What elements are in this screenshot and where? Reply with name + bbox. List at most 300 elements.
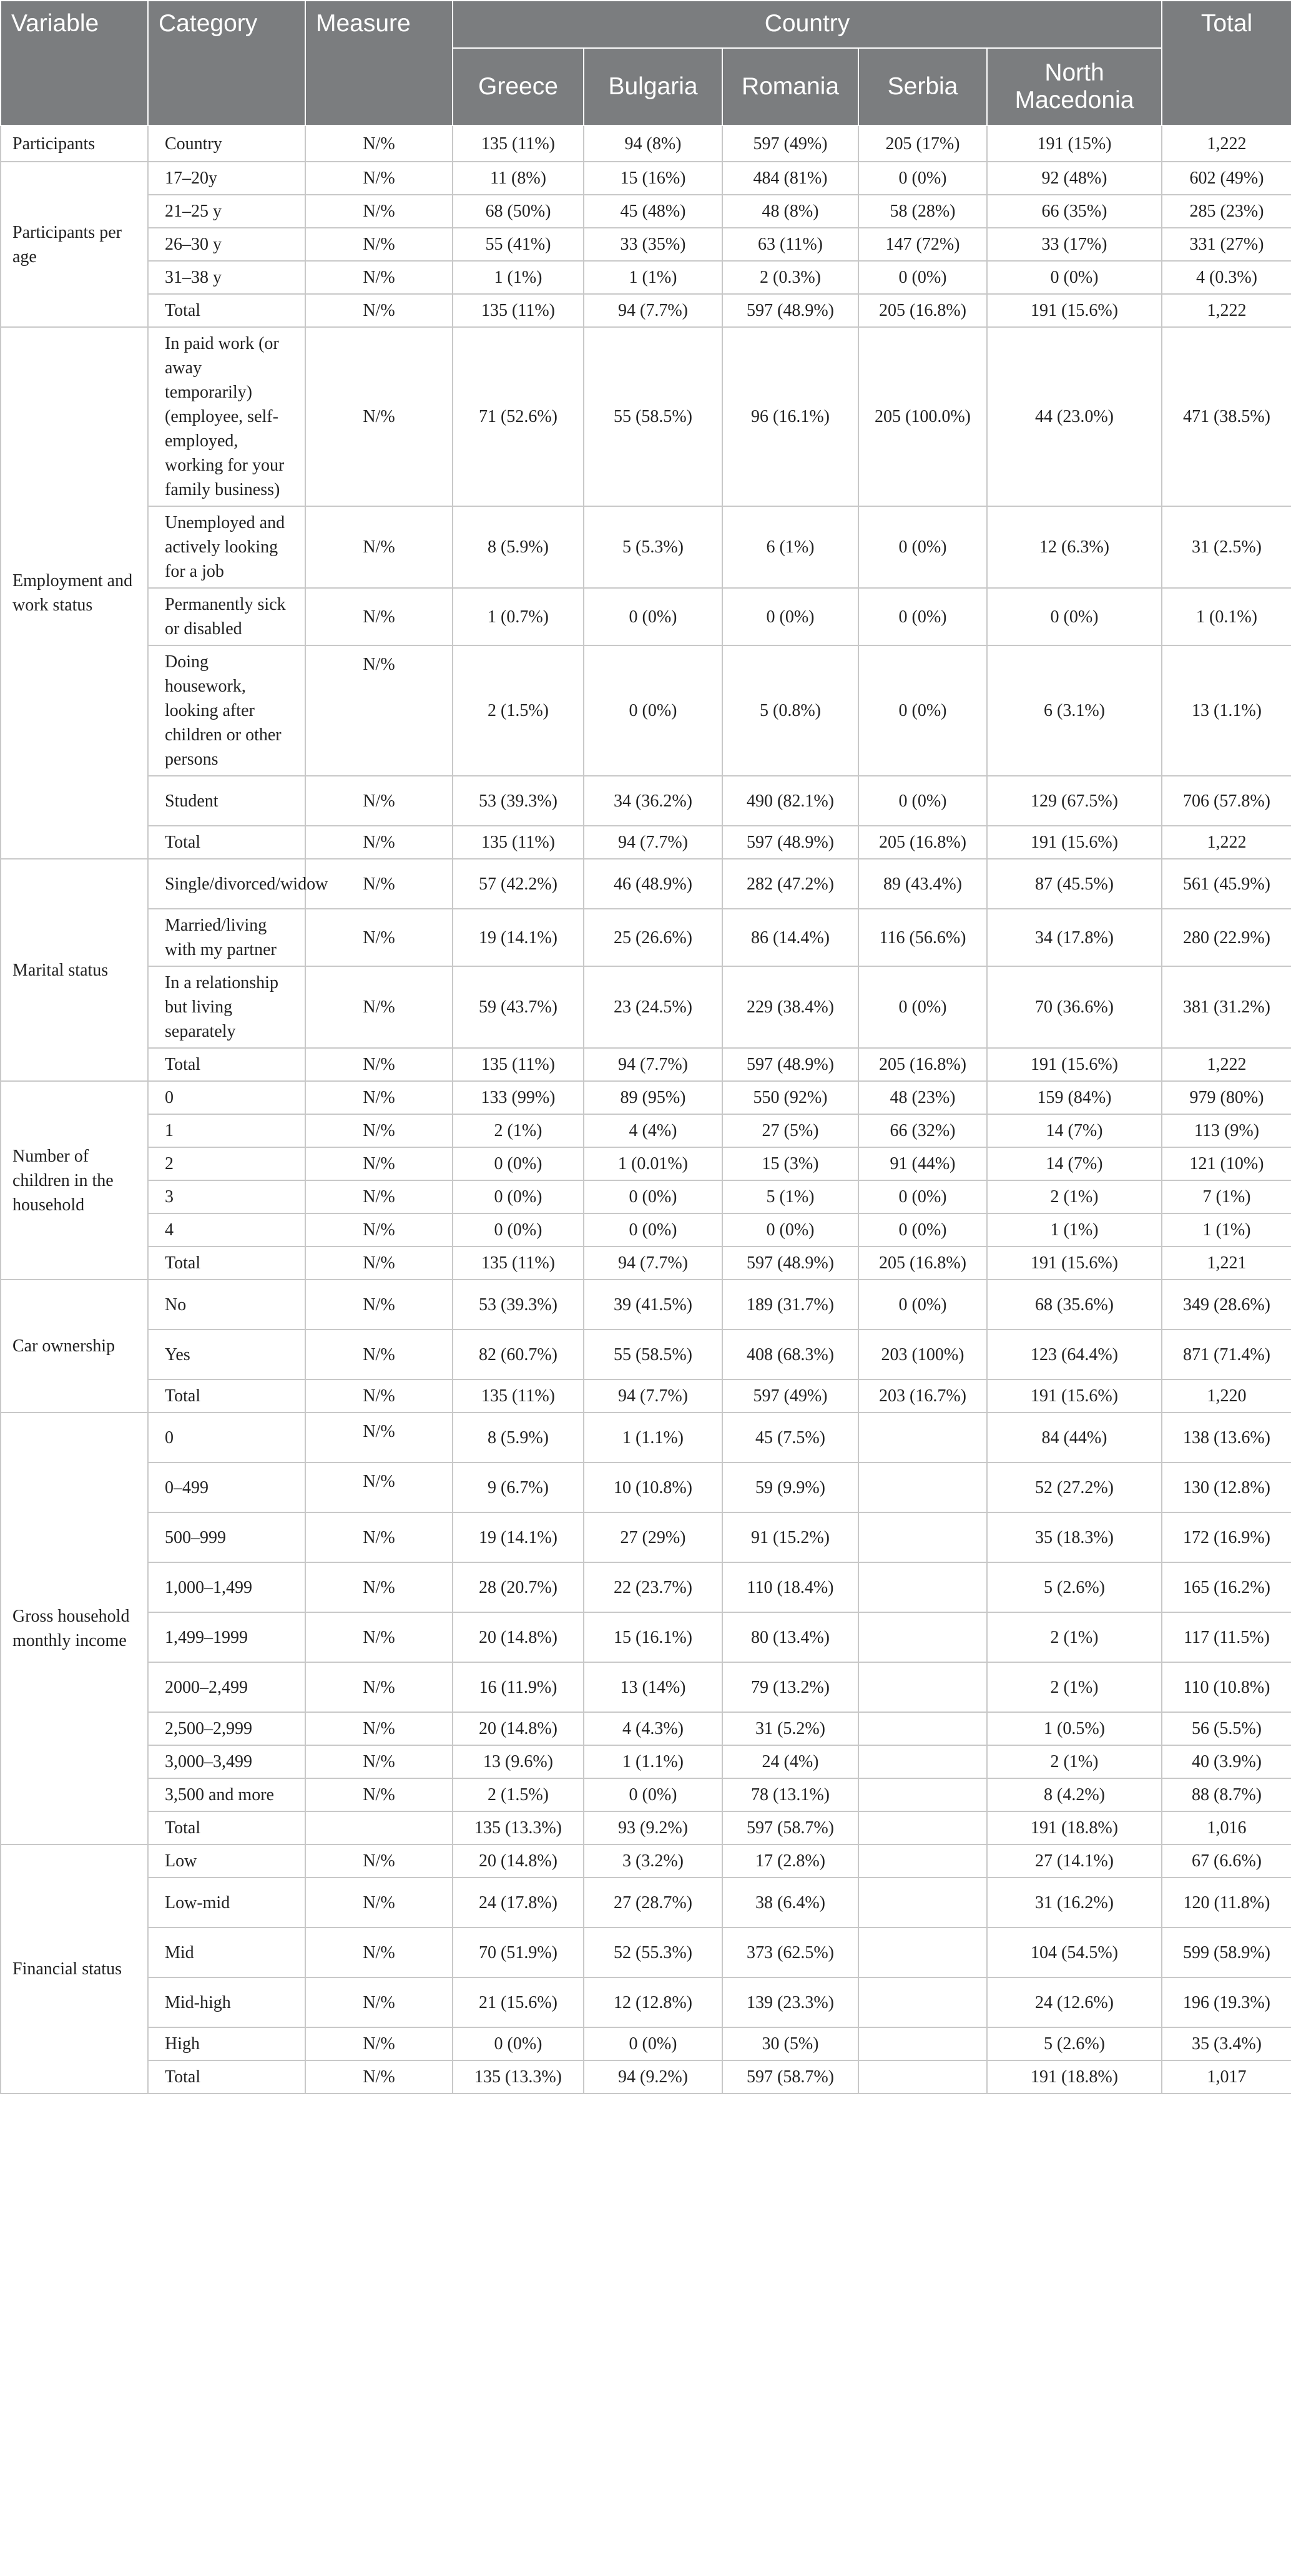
value-cell: 408 (68.3%)	[722, 1330, 858, 1379]
value-cell: 2 (1%)	[987, 1745, 1162, 1778]
value-cell: 55 (58.5%)	[584, 1330, 722, 1379]
table-row	[1, 1778, 1291, 1811]
header-total: Total	[1162, 1, 1291, 125]
category-cell: Doing housework, looking after children or other persons	[148, 645, 305, 776]
value-cell: 2 (1.5%)	[453, 645, 584, 776]
value-cell: 22 (23.7%)	[584, 1562, 722, 1612]
value-cell: 1 (1%)	[987, 1213, 1162, 1246]
value-cell: 205 (16.8%)	[858, 1048, 987, 1081]
value-cell: 0 (0%)	[858, 1280, 987, 1330]
category-cell: 1,499–1999	[148, 1612, 305, 1662]
category-cell: Total	[148, 1379, 305, 1413]
category-cell: 31–38 y	[148, 261, 305, 294]
value-cell: 13 (14%)	[584, 1662, 722, 1712]
variable-cell: Number of children in the household	[1, 1081, 148, 1280]
value-cell: 20 (14.8%)	[453, 1712, 584, 1745]
category-cell: No	[148, 1280, 305, 1330]
value-cell: 597 (48.9%)	[722, 294, 858, 327]
table-row	[1, 1562, 1291, 1612]
value-cell: 27 (29%)	[584, 1512, 722, 1562]
value-cell: 1 (0.7%)	[453, 588, 584, 645]
value-cell: 20 (14.8%)	[453, 1844, 584, 1878]
value-cell: 597 (49%)	[722, 125, 858, 162]
value-cell: 4 (4%)	[584, 1114, 722, 1147]
measure-cell: N/%	[305, 1180, 453, 1213]
total-cell: 138 (13.6%)	[1162, 1413, 1291, 1462]
measure-cell: N/%	[305, 261, 453, 294]
category-cell: Student	[148, 776, 305, 826]
value-cell: 205 (17%)	[858, 125, 987, 162]
value-cell: 597 (48.9%)	[722, 1048, 858, 1081]
table-row	[1, 1213, 1291, 1246]
measure-cell: N/%	[305, 859, 453, 909]
value-cell: 597 (58.7%)	[722, 2060, 858, 2094]
value-cell: 191 (18.8%)	[987, 2060, 1162, 2094]
total-cell: 1,222	[1162, 1048, 1291, 1081]
value-cell: 0 (0%)	[584, 645, 722, 776]
value-cell: 71 (52.6%)	[453, 327, 584, 506]
value-cell: 135 (13.3%)	[453, 1811, 584, 1844]
value-cell: 5 (1%)	[722, 1180, 858, 1213]
total-cell: 349 (28.6%)	[1162, 1280, 1291, 1330]
category-cell: 0	[148, 1081, 305, 1114]
value-cell: 0 (0%)	[858, 966, 987, 1048]
value-cell: 0 (0%)	[987, 261, 1162, 294]
total-cell: 35 (3.4%)	[1162, 2027, 1291, 2060]
total-cell: 31 (2.5%)	[1162, 506, 1291, 588]
measure-cell: N/%	[305, 826, 453, 859]
value-cell: 14 (7%)	[987, 1114, 1162, 1147]
value-cell: 12 (12.8%)	[584, 1977, 722, 2027]
category-cell: 21–25 y	[148, 195, 305, 228]
category-cell: 0	[148, 1413, 305, 1462]
value-cell: 15 (16%)	[584, 162, 722, 195]
measure-cell: N/%	[305, 195, 453, 228]
measure-cell: N/%	[305, 1977, 453, 2027]
value-cell: 16 (11.9%)	[453, 1662, 584, 1712]
total-cell: 280 (22.9%)	[1162, 909, 1291, 966]
category-cell: 500–999	[148, 1512, 305, 1562]
value-cell: 0 (0%)	[584, 588, 722, 645]
category-cell: 3,000–3,499	[148, 1745, 305, 1778]
total-cell: 381 (31.2%)	[1162, 966, 1291, 1048]
value-cell: 35 (18.3%)	[987, 1512, 1162, 1562]
value-cell: 86 (14.4%)	[722, 909, 858, 966]
table-row	[1, 588, 1291, 645]
value-cell	[858, 2060, 987, 2094]
value-cell	[858, 1662, 987, 1712]
value-cell: 68 (35.6%)	[987, 1280, 1162, 1330]
value-cell: 27 (14.1%)	[987, 1844, 1162, 1878]
value-cell: 78 (13.1%)	[722, 1778, 858, 1811]
table-row	[1, 2060, 1291, 2094]
value-cell: 0 (0%)	[453, 1147, 584, 1180]
value-cell: 87 (45.5%)	[987, 859, 1162, 909]
value-cell: 68 (50%)	[453, 195, 584, 228]
category-cell: Low-mid	[148, 1878, 305, 1927]
value-cell: 0 (0%)	[584, 1180, 722, 1213]
measure-cell: N/%	[305, 1413, 453, 1462]
value-cell: 94 (7.7%)	[584, 1246, 722, 1280]
value-cell: 55 (41%)	[453, 228, 584, 261]
table-row	[1, 1413, 1291, 1462]
table-row	[1, 125, 1291, 162]
value-cell: 0 (0%)	[987, 588, 1162, 645]
value-cell: 33 (17%)	[987, 228, 1162, 261]
value-cell: 5 (0.8%)	[722, 645, 858, 776]
table-row	[1, 1612, 1291, 1662]
measure-cell: N/%	[305, 294, 453, 327]
table-row	[1, 776, 1291, 826]
value-cell	[858, 1745, 987, 1778]
value-cell: 203 (100%)	[858, 1330, 987, 1379]
value-cell: 24 (17.8%)	[453, 1878, 584, 1927]
value-cell: 550 (92%)	[722, 1081, 858, 1114]
total-cell: 13 (1.1%)	[1162, 645, 1291, 776]
value-cell: 30 (5%)	[722, 2027, 858, 2060]
value-cell: 135 (11%)	[453, 294, 584, 327]
category-cell: 2000–2,499	[148, 1662, 305, 1712]
header-country-north-macedonia: North Macedonia	[987, 48, 1162, 125]
value-cell: 70 (36.6%)	[987, 966, 1162, 1048]
value-cell: 0 (0%)	[858, 588, 987, 645]
category-cell: Total	[148, 1246, 305, 1280]
value-cell	[858, 1778, 987, 1811]
value-cell: 191 (15.6%)	[987, 1246, 1162, 1280]
value-cell: 80 (13.4%)	[722, 1612, 858, 1662]
value-cell	[858, 1562, 987, 1612]
value-cell: 3 (3.2%)	[584, 1844, 722, 1878]
value-cell: 53 (39.3%)	[453, 1280, 584, 1330]
value-cell: 70 (51.9%)	[453, 1927, 584, 1977]
value-cell	[858, 1977, 987, 2027]
value-cell: 135 (11%)	[453, 1379, 584, 1413]
total-cell: 471 (38.5%)	[1162, 327, 1291, 506]
value-cell: 28 (20.7%)	[453, 1562, 584, 1612]
value-cell: 59 (9.9%)	[722, 1462, 858, 1512]
value-cell: 8 (4.2%)	[987, 1778, 1162, 1811]
category-cell: Low	[148, 1844, 305, 1878]
value-cell: 89 (95%)	[584, 1081, 722, 1114]
value-cell: 23 (24.5%)	[584, 966, 722, 1048]
category-cell: 17–20y	[148, 162, 305, 195]
value-cell: 45 (48%)	[584, 195, 722, 228]
measure-cell: N/%	[305, 1048, 453, 1081]
total-cell: 165 (16.2%)	[1162, 1562, 1291, 1612]
value-cell: 13 (9.6%)	[453, 1745, 584, 1778]
total-cell: 1,017	[1162, 2060, 1291, 2094]
table-row	[1, 1147, 1291, 1180]
header-country-serbia: Serbia	[858, 48, 987, 125]
table-row	[1, 1246, 1291, 1280]
value-cell: 0 (0%)	[858, 1213, 987, 1246]
value-cell: 91 (15.2%)	[722, 1512, 858, 1562]
value-cell: 191 (15.6%)	[987, 1379, 1162, 1413]
total-cell: 40 (3.9%)	[1162, 1745, 1291, 1778]
table-row	[1, 1280, 1291, 1330]
value-cell: 31 (5.2%)	[722, 1712, 858, 1745]
total-cell: 561 (45.9%)	[1162, 859, 1291, 909]
value-cell: 597 (49%)	[722, 1379, 858, 1413]
measure-cell: N/%	[305, 1662, 453, 1712]
total-cell: 88 (8.7%)	[1162, 1778, 1291, 1811]
value-cell: 55 (58.5%)	[584, 327, 722, 506]
total-cell: 331 (27%)	[1162, 228, 1291, 261]
value-cell: 93 (9.2%)	[584, 1811, 722, 1844]
value-cell: 94 (7.7%)	[584, 1048, 722, 1081]
value-cell: 52 (55.3%)	[584, 1927, 722, 1977]
value-cell: 2 (1.5%)	[453, 1778, 584, 1811]
measure-cell: N/%	[305, 2027, 453, 2060]
category-cell: Total	[148, 1811, 305, 1844]
value-cell: 129 (67.5%)	[987, 776, 1162, 826]
table-row	[1, 1512, 1291, 1562]
header-country-romania: Romania	[722, 48, 858, 125]
total-cell: 979 (80%)	[1162, 1081, 1291, 1114]
value-cell: 1 (0.01%)	[584, 1147, 722, 1180]
measure-cell: N/%	[305, 1878, 453, 1927]
category-cell: Total	[148, 294, 305, 327]
value-cell: 203 (16.7%)	[858, 1379, 987, 1413]
total-cell: 1,220	[1162, 1379, 1291, 1413]
table-row	[1, 1114, 1291, 1147]
value-cell: 189 (31.7%)	[722, 1280, 858, 1330]
measure-cell: N/%	[305, 1844, 453, 1878]
value-cell: 39 (41.5%)	[584, 1280, 722, 1330]
value-cell: 0 (0%)	[858, 261, 987, 294]
value-cell: 0 (0%)	[453, 1213, 584, 1246]
value-cell: 191 (15.6%)	[987, 826, 1162, 859]
category-cell: Permanently sick or disabled	[148, 588, 305, 645]
table-row	[1, 261, 1291, 294]
table-row	[1, 327, 1291, 506]
header-category: Category	[148, 1, 305, 125]
header-measure: Measure	[305, 1, 453, 125]
category-cell: Unemployed and actively looking for a job	[148, 506, 305, 588]
value-cell	[858, 1512, 987, 1562]
total-cell: 121 (10%)	[1162, 1147, 1291, 1180]
table-row	[1, 966, 1291, 1048]
measure-cell: N/%	[305, 1778, 453, 1811]
value-cell: 48 (23%)	[858, 1081, 987, 1114]
total-cell: 67 (6.6%)	[1162, 1844, 1291, 1878]
table-row	[1, 1878, 1291, 1927]
measure-cell: N/%	[305, 125, 453, 162]
value-cell: 2 (0.3%)	[722, 261, 858, 294]
measure-cell: N/%	[305, 1562, 453, 1612]
value-cell: 31 (16.2%)	[987, 1878, 1162, 1927]
measure-cell: N/%	[305, 1147, 453, 1180]
value-cell: 63 (11%)	[722, 228, 858, 261]
table-row	[1, 294, 1291, 327]
category-cell: 1	[148, 1114, 305, 1147]
category-cell: In a relationship but living separately	[148, 966, 305, 1048]
value-cell: 191 (15%)	[987, 125, 1162, 162]
value-cell: 116 (56.6%)	[858, 909, 987, 966]
value-cell: 24 (4%)	[722, 1745, 858, 1778]
category-cell: 3	[148, 1180, 305, 1213]
category-cell: Married/living with my partner	[148, 909, 305, 966]
value-cell	[858, 1612, 987, 1662]
value-cell: 2 (1%)	[987, 1662, 1162, 1712]
measure-cell: N/%	[305, 1462, 453, 1512]
value-cell: 0 (0%)	[584, 1213, 722, 1246]
value-cell	[858, 1878, 987, 1927]
value-cell: 15 (3%)	[722, 1147, 858, 1180]
variable-cell: Participants	[1, 125, 148, 162]
table-row	[1, 1844, 1291, 1878]
measure-cell: N/%	[305, 1927, 453, 1977]
total-cell: 172 (16.9%)	[1162, 1512, 1291, 1562]
category-cell: 2,500–2,999	[148, 1712, 305, 1745]
table-row	[1, 1811, 1291, 1844]
variable-cell: Employment and work status	[1, 327, 148, 859]
table-row	[1, 1379, 1291, 1413]
value-cell	[858, 1927, 987, 1977]
category-cell: 26–30 y	[148, 228, 305, 261]
table-row	[1, 1977, 1291, 2027]
variable-cell: Gross household monthly income	[1, 1413, 148, 1844]
measure-cell: N/%	[305, 1512, 453, 1562]
value-cell: 82 (60.7%)	[453, 1330, 584, 1379]
table-row	[1, 1927, 1291, 1977]
measure-cell: N/%	[305, 506, 453, 588]
table-row	[1, 1662, 1291, 1712]
total-cell: 110 (10.8%)	[1162, 1662, 1291, 1712]
measure-cell: N/%	[305, 645, 453, 776]
value-cell: 1 (1.1%)	[584, 1413, 722, 1462]
value-cell: 94 (8%)	[584, 125, 722, 162]
value-cell	[858, 1413, 987, 1462]
category-cell: Single/divorced/widow	[148, 859, 305, 909]
total-cell: 706 (57.8%)	[1162, 776, 1291, 826]
value-cell: 0 (0%)	[584, 1778, 722, 1811]
value-cell: 2 (1%)	[987, 1180, 1162, 1213]
table-row	[1, 506, 1291, 588]
total-cell: 130 (12.8%)	[1162, 1462, 1291, 1512]
value-cell: 34 (17.8%)	[987, 909, 1162, 966]
category-cell: Total	[148, 826, 305, 859]
table-row	[1, 826, 1291, 859]
value-cell: 139 (23.3%)	[722, 1977, 858, 2027]
header-country-bulgaria: Bulgaria	[584, 48, 722, 125]
table-row	[1, 1712, 1291, 1745]
table-row	[1, 228, 1291, 261]
value-cell: 135 (11%)	[453, 1048, 584, 1081]
value-cell: 19 (14.1%)	[453, 1512, 584, 1562]
value-cell: 597 (48.9%)	[722, 1246, 858, 1280]
value-cell: 0 (0%)	[453, 2027, 584, 2060]
total-cell: 1,222	[1162, 294, 1291, 327]
measure-cell: N/%	[305, 776, 453, 826]
value-cell: 94 (9.2%)	[584, 2060, 722, 2094]
value-cell	[858, 1811, 987, 1844]
value-cell: 110 (18.4%)	[722, 1562, 858, 1612]
value-cell: 20 (14.8%)	[453, 1612, 584, 1662]
value-cell: 11 (8%)	[453, 162, 584, 195]
category-cell: Country	[148, 125, 305, 162]
category-cell: 0–499	[148, 1462, 305, 1512]
value-cell: 27 (5%)	[722, 1114, 858, 1147]
measure-cell: N/%	[305, 1745, 453, 1778]
category-cell: Mid	[148, 1927, 305, 1977]
table-body	[1, 125, 1291, 2094]
value-cell: 0 (0%)	[858, 776, 987, 826]
value-cell: 133 (99%)	[453, 1081, 584, 1114]
table-row	[1, 1081, 1291, 1114]
value-cell	[858, 1844, 987, 1878]
value-cell: 5 (5.3%)	[584, 506, 722, 588]
table-row	[1, 1330, 1291, 1379]
value-cell: 33 (35%)	[584, 228, 722, 261]
value-cell: 25 (26.6%)	[584, 909, 722, 966]
variable-cell: Financial status	[1, 1844, 148, 2094]
value-cell: 44 (23.0%)	[987, 327, 1162, 506]
value-cell: 0 (0%)	[858, 645, 987, 776]
measure-cell: N/%	[305, 909, 453, 966]
category-cell: Yes	[148, 1330, 305, 1379]
value-cell: 123 (64.4%)	[987, 1330, 1162, 1379]
measure-cell: N/%	[305, 327, 453, 506]
value-cell: 91 (44%)	[858, 1147, 987, 1180]
value-cell: 46 (48.9%)	[584, 859, 722, 909]
value-cell: 5 (2.6%)	[987, 2027, 1162, 2060]
value-cell: 96 (16.1%)	[722, 327, 858, 506]
value-cell: 84 (44%)	[987, 1413, 1162, 1462]
value-cell: 38 (6.4%)	[722, 1878, 858, 1927]
total-cell: 7 (1%)	[1162, 1180, 1291, 1213]
value-cell: 229 (38.4%)	[722, 966, 858, 1048]
category-cell: Total	[148, 2060, 305, 2094]
value-cell: 52 (27.2%)	[987, 1462, 1162, 1512]
total-cell: 1,016	[1162, 1811, 1291, 1844]
value-cell: 58 (28%)	[858, 195, 987, 228]
value-cell	[858, 2027, 987, 2060]
variable-cell: Marital status	[1, 859, 148, 1081]
table-row	[1, 645, 1291, 776]
total-cell: 1 (0.1%)	[1162, 588, 1291, 645]
category-cell: 3,500 and more	[148, 1778, 305, 1811]
value-cell: 0 (0%)	[722, 588, 858, 645]
value-cell: 6 (1%)	[722, 506, 858, 588]
value-cell: 205 (16.8%)	[858, 826, 987, 859]
total-cell: 1 (1%)	[1162, 1213, 1291, 1246]
value-cell: 0 (0%)	[722, 1213, 858, 1246]
value-cell: 1 (1%)	[453, 261, 584, 294]
value-cell: 12 (6.3%)	[987, 506, 1162, 588]
category-cell: Total	[148, 1048, 305, 1081]
total-cell: 602 (49%)	[1162, 162, 1291, 195]
value-cell: 8 (5.9%)	[453, 1413, 584, 1462]
value-cell: 490 (82.1%)	[722, 776, 858, 826]
measure-cell: N/%	[305, 1612, 453, 1662]
value-cell: 66 (32%)	[858, 1114, 987, 1147]
value-cell: 59 (43.7%)	[453, 966, 584, 1048]
measure-cell: N/%	[305, 1246, 453, 1280]
measure-cell: N/%	[305, 588, 453, 645]
table-row	[1, 909, 1291, 966]
category-cell: 4	[148, 1213, 305, 1246]
measure-cell	[305, 1811, 453, 1844]
value-cell: 159 (84%)	[987, 1081, 1162, 1114]
value-cell: 205 (100.0%)	[858, 327, 987, 506]
category-cell: Mid-high	[148, 1977, 305, 2027]
table-row	[1, 1462, 1291, 1512]
measure-cell: N/%	[305, 1330, 453, 1379]
total-cell: 1,222	[1162, 826, 1291, 859]
value-cell: 79 (13.2%)	[722, 1662, 858, 1712]
measure-cell: N/%	[305, 162, 453, 195]
